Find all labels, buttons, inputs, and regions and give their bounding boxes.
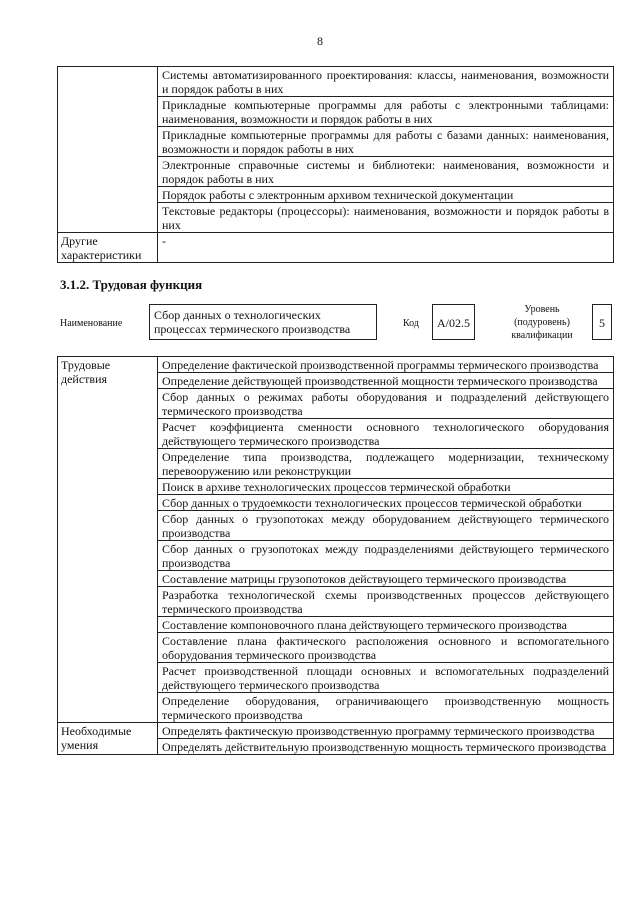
table-row — [58, 67, 614, 97]
function-name-box: Сбор данных о технологических процессах термического производства — [149, 304, 377, 340]
section-heading: 3.1.2. Трудовая функция — [60, 277, 203, 292]
labor-action-item: Составление матрицы грузопотоков действующего термического производства — [158, 571, 614, 587]
other-characteristics-label: Другие характеристики — [58, 233, 158, 263]
skill-item: Определять действительную производственную мощность термического производства — [158, 739, 614, 755]
labor-action-item: Сбор данных о трудоемкости технологических процессов термической обработки — [158, 495, 614, 511]
labor-action-item: Разработка технологической схемы производственных процессов действующего термического производства — [158, 587, 614, 617]
labor-action-item: Определение действующей производственной мощности термического производства — [158, 373, 614, 389]
knowledge-label-cell — [58, 67, 158, 233]
labor-action-item: Расчет коэффициента сменности основного технологического оборудования действующего термического производства — [158, 419, 614, 449]
table-row — [58, 723, 614, 739]
knowledge-item: Системы автоматизированного проектирования: классы, наименования, возможности и порядок работы в них — [158, 67, 614, 97]
labor-actions-label: Трудовые действия — [58, 357, 158, 723]
labor-action-item: Составление плана фактического расположения основного и вспомогательного оборудования термического производства — [158, 633, 614, 663]
labor-action-item: Поиск в архиве технологических процессов термической обработки — [158, 479, 614, 495]
knowledge-item: Прикладные компьютерные программы для работы с электронными таблицами: наименования, возможности и порядок работы в них — [158, 97, 614, 127]
skill-item: Определять фактическую производственную программу термического производства — [158, 723, 614, 739]
labor-action-item: Определение оборудования, ограничивающего производственную мощность термического производства — [158, 693, 614, 723]
page-number: 8 — [317, 34, 323, 48]
labor-action-item: Составление компоновочного плана действующего термического производства — [158, 617, 614, 633]
labor-action-item: Определение фактической производственной программы термического производства — [158, 357, 614, 373]
knowledge-item: Порядок работы с электронным архивом технической документации — [158, 187, 614, 203]
labor-action-item: Сбор данных о грузопотоках между подразделениями действующего термического производства — [158, 541, 614, 571]
qualification-level-box: 5 — [592, 304, 612, 340]
labor-action-item: Определение типа производства, подлежащего модернизации, техническому перевооружению или реконструкции — [158, 449, 614, 479]
function-code-box: A/02.5 — [432, 304, 475, 340]
labor-action-item: Сбор данных о грузопотоках между оборудованием действующего термического производства — [158, 511, 614, 541]
knowledge-item: Текстовые редакторы (процессоры): наименования, возможности и порядок работы в них — [158, 203, 614, 233]
table-row — [58, 233, 614, 263]
function-name-label: Наименование — [60, 318, 123, 329]
knowledge-table — [57, 66, 614, 263]
table-row — [58, 357, 614, 373]
actions-table — [57, 356, 614, 755]
required-skills-label: Необходимые умения — [58, 723, 158, 755]
qualification-level-label: Уровень (подуровень) квалификации — [511, 304, 573, 341]
other-characteristics-value: - — [158, 233, 614, 263]
knowledge-item: Прикладные компьютерные программы для работы с базами данных: наименования, возможности и порядок работы в них — [158, 127, 614, 157]
labor-action-item: Сбор данных о режимах работы оборудования и подразделений действующего термического производства — [158, 389, 614, 419]
function-code-label: Код — [403, 318, 419, 329]
function-header — [57, 303, 613, 349]
knowledge-item: Электронные справочные системы и библиотеки: наименования, возможности и порядок работы в них — [158, 157, 614, 187]
labor-action-item: Расчет производственной площади основных и вспомогательных подразделений действующего термического производства — [158, 663, 614, 693]
